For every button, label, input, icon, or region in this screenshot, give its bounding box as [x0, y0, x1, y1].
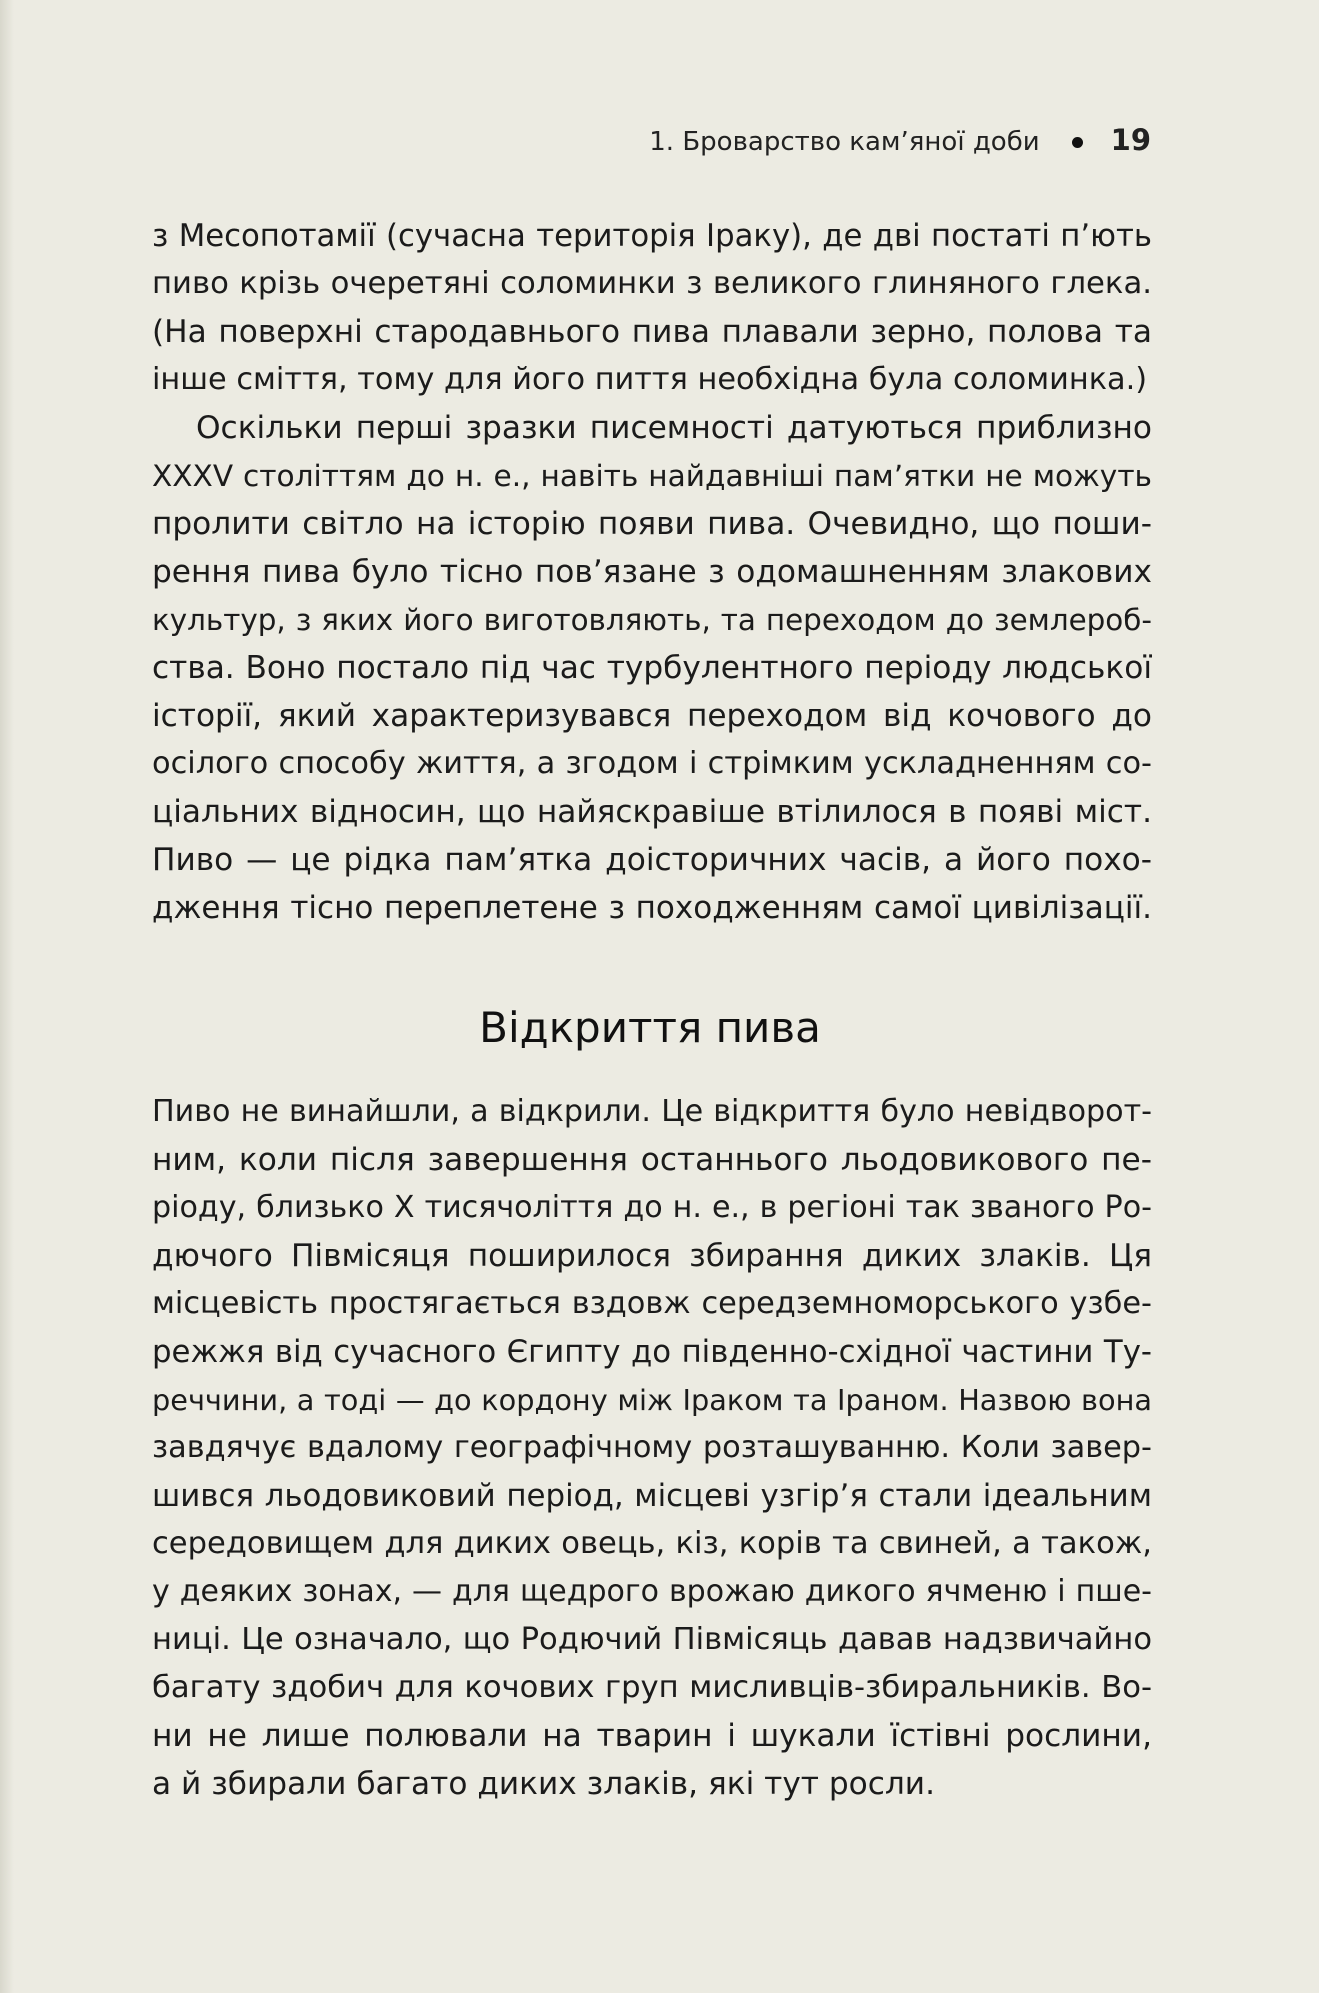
text-line: Оскільки перші зразки писемності датуються приблизно — [196, 410, 1152, 446]
text-line: а й збирали багато диких злаків, які тут росли. — [152, 1766, 935, 1802]
text-line: культур, з яких його виготовляють, та переходом до землероб- — [152, 603, 1152, 637]
text-line: ціальних відносин, що найяскравіше втілилося в появі міст. — [152, 794, 1152, 830]
text-line: багату здобич для кочових груп мисливців-збиральників. Во- — [152, 1670, 1152, 1705]
text-line: інше сміття, тому для його пиття необхідна була соломинка.) — [152, 362, 1148, 397]
text-line: ства. Воно постало під час турбулентного періоду людської — [152, 650, 1152, 686]
text-line: ріоду, близько X тисячоліття до н. е., в регіоні так званого Ро- — [152, 1190, 1152, 1225]
text-line: дження тісно переплетене з походженням самої цивілізації. — [152, 890, 1152, 926]
text-line: шився льодовиковий період, місцеві узгір’я стали ідеальним — [152, 1478, 1152, 1514]
text-line: історії, який характеризувався переходом від кочового до — [152, 698, 1152, 734]
running-head — [649, 120, 1151, 162]
text-line: Пиво — це рідка пам’ятка доісторичних часів, а його похо- — [152, 842, 1152, 878]
page-number: 19 — [1110, 123, 1151, 157]
page-edge — [0, 0, 14, 1993]
bullet-separator-icon — [1072, 137, 1083, 148]
text-line: ниці. Це означало, що Родючий Півмісяць давав надзвичайно — [152, 1622, 1152, 1657]
text-line: завдячує вдалому географічному розташуванню. Коли завер- — [152, 1430, 1152, 1465]
text-line: осілого способу життя, а згодом і стрімким ускладненням со- — [152, 746, 1152, 781]
section-body — [152, 1088, 1152, 1808]
text-line: у деяких зонах, — для щедрого врожаю дикого ячменю і пше- — [152, 1574, 1152, 1609]
chapter-title: 1. Броварство кам’яної доби — [649, 127, 1040, 157]
text-line: пиво крізь очеретяні соломинки з великого глиняного глека. — [152, 266, 1152, 301]
text-line: XXXV століттям до н. е., навіть найдавніші пам’ятки не можуть — [152, 459, 1152, 493]
text-line: дючого Півмісяця поширилося збирання диких злаків. Ця — [152, 1238, 1152, 1274]
section-heading: Відкриття пива — [479, 1003, 821, 1052]
text-line: місцевість простягається вздовж середземноморського узбе- — [152, 1286, 1152, 1321]
text-line: середовищем для диких овець, кіз, корів та свиней, а також, — [152, 1526, 1152, 1561]
text-line: з Месопотамії (сучасна територія Іраку), де дві постаті п’ють — [152, 218, 1152, 254]
text-line: рення пива було тісно пов’язане з одомашненням злакових — [152, 554, 1152, 590]
text-line: (На поверхні стародавнього пива плавали зерно, полова та — [152, 314, 1152, 350]
text-line: Пиво не винайшли, а відкрили. Це відкриття було невідворот- — [152, 1094, 1152, 1129]
text-line: ним, коли після завершення останнього льодовикового пе- — [152, 1142, 1152, 1178]
text-line: пролити світло на історію появи пива. Очевидно, що поши- — [152, 506, 1152, 542]
text-line: ни не лише полювали на тварин і шукали їстівні рослини, — [152, 1718, 1152, 1754]
intro-paragraphs — [152, 212, 1152, 932]
text-line: реччини, а тоді — до кордону між Іраком та Іраном. Назвою вона — [152, 1383, 1152, 1417]
text-line: режжя від сучасного Єгипту до південно-східної частини Ту- — [152, 1334, 1152, 1370]
